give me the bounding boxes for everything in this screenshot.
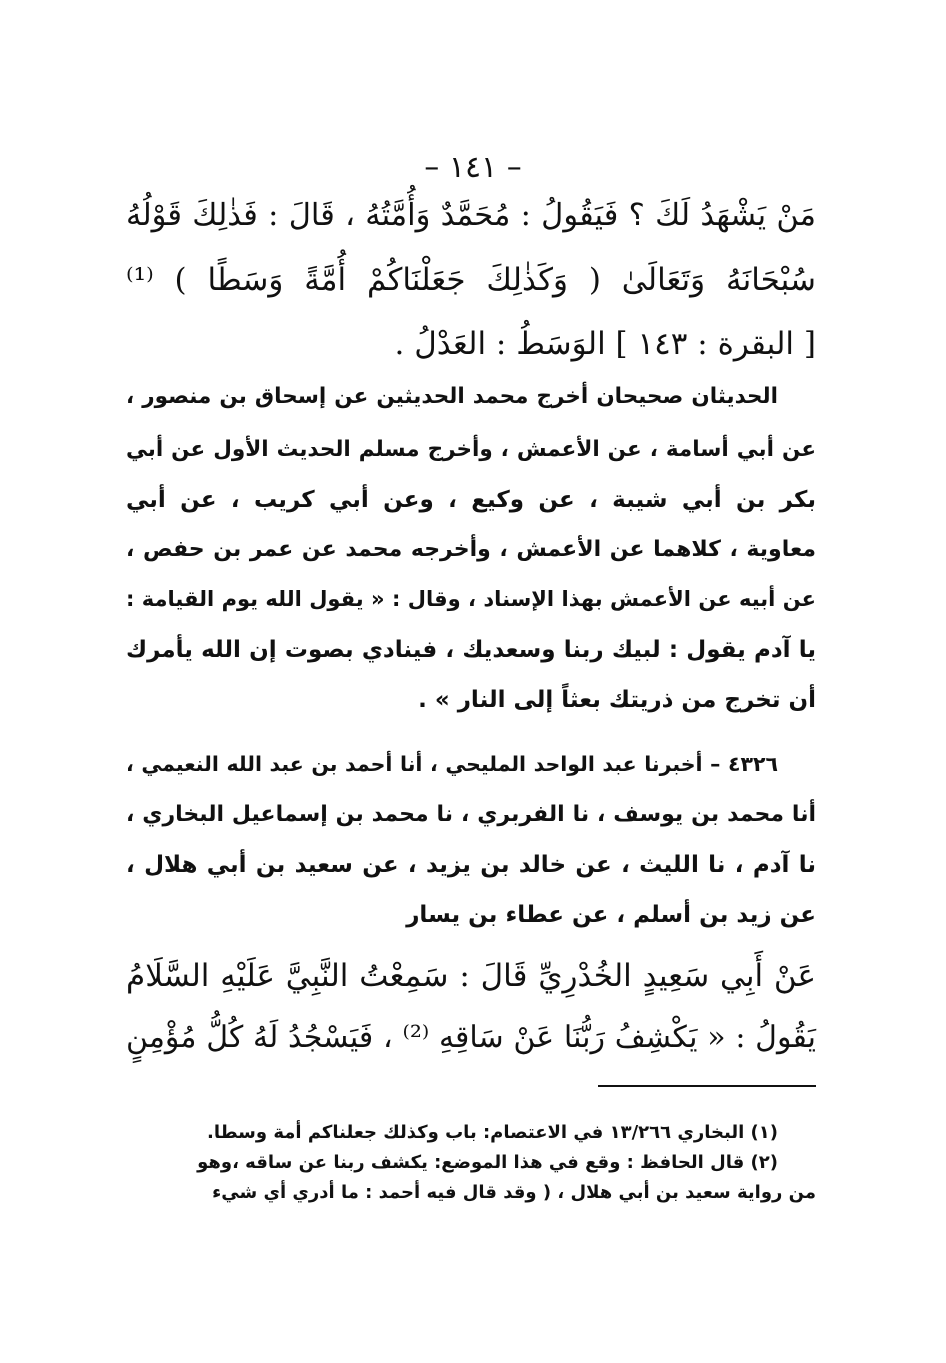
footnote-separator (598, 1085, 816, 1087)
prose-line: يا آدم يقول : لبيك ربنا وسعديك ، فينادي بصوت إن الله يأمرك (126, 637, 816, 663)
quran-text-line: مَنْ يَشْهَدُ لَكَ ؟ فَيَقُولُ : مُحَمَّدٌ وَأُمَّتُهُ ، قَالَ : فَذٰلِكَ قَوْلُهُ (126, 198, 816, 233)
quran-text-line: سُبْحَانَهُ وَتَعَالَىٰ ( وَكَذٰلِكَ جَعَلْنَاكُمْ أُمَّةً وَسَطًا ) ⁽¹⁾ (126, 262, 816, 298)
isnad-line: أنا محمد بن يوسف ، نا الفربري ، نا محمد بن إسماعيل البخاري ، (126, 802, 816, 827)
footnote-line: (٢) قال الحافظ : وقع في هذا الموضع: يكشف ربنا عن ساقه ،وهو (197, 1152, 778, 1173)
isnad-line: نا آدم ، نا الليث ، عن خالد بن يزيد ، عن سعيد بن أبي هلال ، (126, 852, 816, 878)
quran-text-line: يَقُولُ : « يَكْشِفُ رَبُّنَا عَنْ سَاقِهِ ⁽²⁾ ، فَيَسْجُدُ لَهُ كُلُّ مُؤْمِنٍ (126, 1020, 817, 1055)
quran-text-line: عَنْ أَبِي سَعِيدٍ الخُدْرِيِّ قَالَ : سَمِعْتُ النَّبِيَّ عَلَيْهِ السَّلَامُ (126, 958, 816, 994)
page-number: – ١٤١ – (424, 150, 522, 185)
prose-line: معاوية ، كلاهما عن الأعمش ، وأخرجه محمد عن عمر بن حفص ، (126, 537, 816, 562)
prose-line: بكر بن أبي شيبة ، عن وكيع ، وعن أبي كريب ، عن أبي (126, 487, 816, 513)
prose-line: عن أبي أسامة ، عن الأعمش ، وأخرج مسلم الحديث الأول عن أبي (126, 437, 816, 462)
prose-line: أن تخرج من ذريتك بعثاً إلى النار » . (418, 687, 816, 713)
isnad-line: عن زيد بن أسلم ، عن عطاء بن يسار (406, 902, 816, 928)
footnote-line: من رواية سعيد بن أبي هلال ، ( وقد قال فيه أحمد : ما أدري أي شيء (212, 1182, 816, 1203)
footnote-line: (١) البخاري ١٣/٢٦٦ في الاعتصام: باب وكذلك جعلناكم أمة وسطا. (207, 1122, 778, 1143)
quran-text-line: [ البقرة : ١٤٣ ] الوَسَطُ : العَدْلُ . (394, 326, 816, 362)
prose-line: الحديثان صحيحان أخرج محمد الحديثين عن إسحاق بن منصور ، (126, 384, 778, 409)
isnad-line: ٤٣٢٦ – أخبرنا عبد الواحد المليحي ، أنا أحمد بن عبد الله النعيمي ، (126, 752, 778, 776)
prose-line: عن أبيه عن الأعمش بهذا الإسناد ، وقال : « يقول الله يوم القيامة : (126, 587, 816, 611)
